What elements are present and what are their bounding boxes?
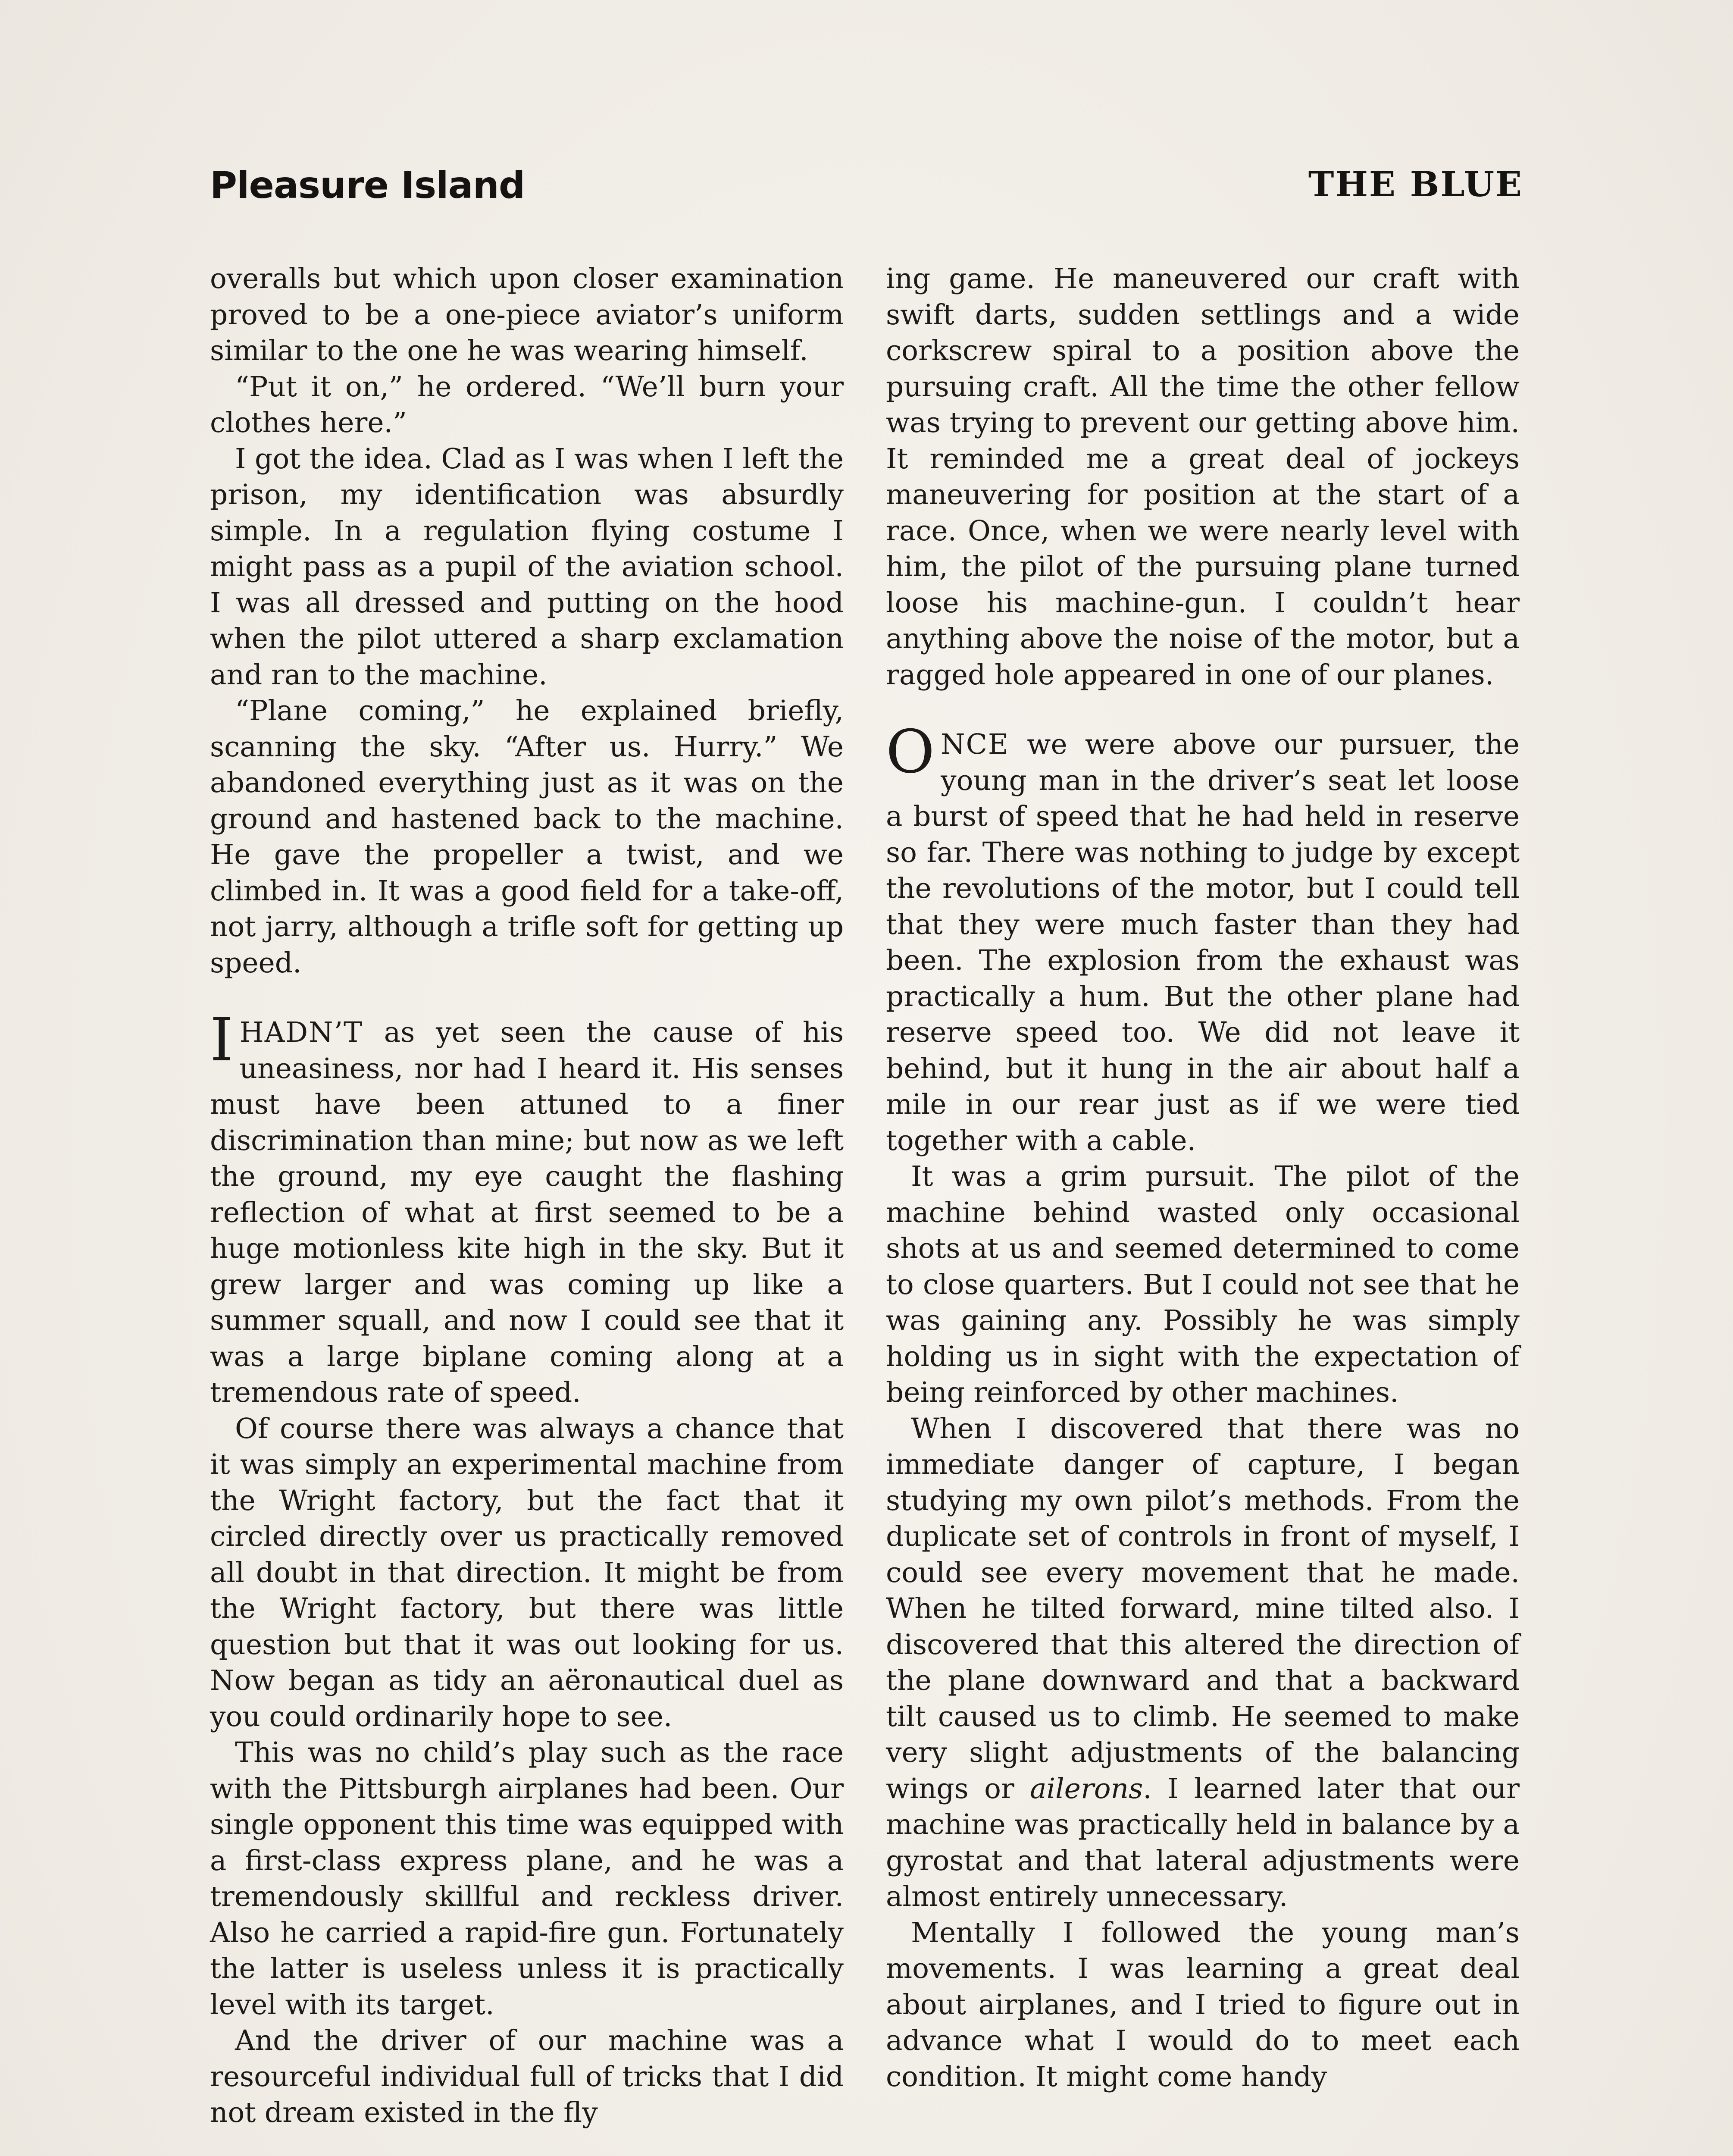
paragraph-text: When I discovered that there was no immediate danger of capture, I began studying my own pilot’s methods. From the duplicate set of controls in front of myself, I could see every movement that he made. When he tilted forward, mine tilted also. I discovered that this altered the direction of the plane downward and that a backward tilt caused us to climb. He seemed to make very slight adjustments of the balancing wings or	[886, 1412, 1520, 1805]
section-lead: HADN’T	[239, 1016, 363, 1049]
italic-term: ailerons	[1030, 1772, 1143, 1805]
section-paragraph	[210, 1005, 844, 1411]
paragraph: It was a grim pursuit. The pilot of the machine behind wasted only occasional shots at us and seemed determined to come to close quarters. But I could not see that he was gaining any. Possibly he was simply holding us in sight with the expectation of being reinforced by other machines.	[886, 1160, 1520, 1409]
right-column	[886, 261, 1520, 2095]
magazine-name: THE BLUE	[1308, 164, 1523, 204]
paragraph: This was no child’s play such as the race with the Pittsburgh airplanes had been. Our single opponent this time was equipped with a first-class express plane, and he was a tremendously skillful and reckless driver. Also he carried a rapid-fire gun. Fortunately the latter is useless unless it is practically level with its target.	[210, 1736, 844, 2021]
drop-cap: I	[210, 1005, 234, 1075]
section-paragraph	[886, 717, 1520, 1159]
section-text: we were above our pursuer, the young man in the driver’s seat let loose a burst of speed that he had held in reserve so far. There was nothing to judge by except the revolutions of the motor, but I could tell that they were much faster than they had been. The explosion from the exhaust was practically a hum. But the other plane had reserve speed too. We did not leave it behind, but it hung in the air about half a mile in our rear just as if we were tied together with a cable.	[886, 728, 1520, 1157]
paragraph-text: . I learned later that our machine was practically held in balance by a gyrostat and that lateral adjustments were almost entirely unnecessary.	[886, 1772, 1520, 1913]
story-title: Pleasure Island	[210, 164, 525, 207]
section-lead: NCE	[941, 728, 1010, 761]
left-column	[210, 261, 844, 2131]
paragraph: ing game. He maneuvered our craft with swift darts, sudden settlings and a wide corkscrew spiral to a position above the pursuing craft. All the time the other fellow was trying to prevent our getting above him. It reminded me a great deal of jockeys maneuvering for position at the start of a race. Once, when we were nearly level with him, the pilot of the pursuing plane turned loose his machine-gun. I couldn’t hear anything above the noise of the motor, but a ragged hole appeared in one of our planes.	[886, 263, 1520, 691]
paragraph: “Put it on,” he ordered. “We’ll burn your clothes here.”	[210, 370, 844, 439]
paragraph	[886, 1411, 1520, 1915]
drop-cap: O	[886, 717, 935, 787]
paragraph: And the driver of our machine was a resourceful individual full of tricks that I did not dream existed in the fly	[210, 2024, 844, 2129]
section-text: as yet seen the cause of his uneasiness, nor had I heard it. His senses must have been attuned to a finer discrimination than mine; but now as we left the ground, my eye caught the flashing reflection of what at first seemed to be a huge motionless kite high in the sky. But it grew larger and was coming up like a summer squall, and now I could see that it was a large biplane coming along at a tremendous rate of speed.	[210, 1016, 844, 1409]
paragraph: Mentally I followed the young man’s movements. I was learning a great deal about airplanes, and I tried to figure out in advance what I would do to meet each condition. It might come handy	[886, 1916, 1520, 2093]
running-head	[210, 164, 1523, 220]
paragraph: overalls but which upon closer examination proved to be a one-piece aviator’s uniform similar to the one he was wearing himself.	[210, 263, 844, 367]
paragraph: Of course there was always a chance that it was simply an experimental machine from the Wright factory, but the fact that it circled directly over us practically removed all doubt in that direction. It might be from the Wright factory, but there was little question but that it was out looking for us. Now began as tidy an aëronautical duel as you could ordinarily hope to see.	[210, 1412, 844, 1733]
paragraph: “Plane coming,” he explained briefly, scanning the sky. “After us. Hurry.” We abandoned everything just as it was on the ground and hastened back to the machine. He gave the propeller a twist, and we climbed in. It was a good field for a take-off, not jarry, although a trifle soft for getting up speed.	[210, 695, 844, 979]
paragraph: I got the idea. Clad as I was when I left the prison, my identification was absurdly simple. In a regulation flying costume I might pass as a pupil of the aviation school. I was all dressed and putting on the hood when the pilot uttered a sharp exclamation and ran to the machine.	[210, 442, 844, 691]
